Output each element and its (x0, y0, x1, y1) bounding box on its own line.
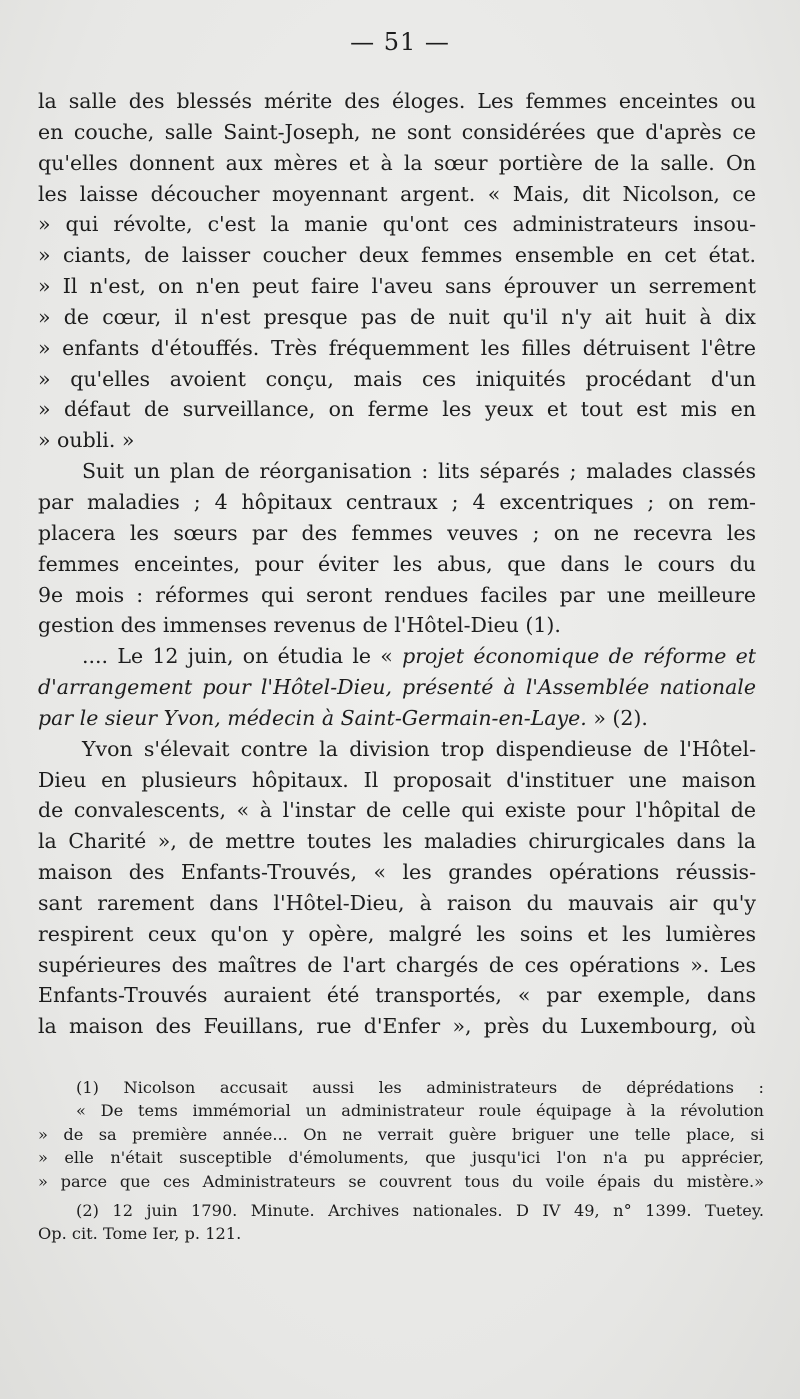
footnotes (38, 1076, 764, 1246)
text-line: Yvon s'élevait contre la division trop dispendieuse de l'Hôtel- (82, 736, 756, 761)
text-line: » qu'elles avoient conçu, mais ces iniquités procédant d'un (38, 366, 756, 391)
italic-title-span: par le sieur Yvon, médecin à Saint-Germain-en-Laye. (38, 705, 587, 730)
text-line: gestion des immenses revenus de l'Hôtel-Dieu (1). (38, 613, 561, 638)
footnote-line: » de sa première année... On ne verrait guère briguer une telle place, si (38, 1124, 764, 1144)
footnote-line: (2) 12 juin 1790. Minute. Archives nationales. D IV 49, n° 1399. Tuetey. (76, 1200, 764, 1220)
text-line: 9e mois : réformes qui seront rendues faciles par une meilleure (38, 582, 756, 607)
text-span: » (2). (593, 705, 648, 730)
text-line: » oubli. » (38, 428, 135, 453)
footnote-line: » elle n'était susceptible d'émoluments, que jusqu'ici l'on n'a pu apprécier, (38, 1148, 764, 1168)
text-line: placera les sœurs par des femmes veuves ; on ne recevra les (38, 520, 756, 545)
text-line-mixed (38, 641, 756, 672)
text-line: Enfants-Trouvés auraient été transportés, « par exemple, dans (38, 983, 756, 1008)
footnote-line: (1) Nicolson accusait aussi les administrateurs de déprédations : (76, 1078, 764, 1097)
text-line: de convalescents, « à l'instar de celle qui existe pour l'hôpital de (38, 798, 756, 823)
text-line: respirent ceux qu'on y opère, malgré les soins et les lumières (38, 921, 756, 946)
body-text (38, 86, 756, 1042)
text-line: en couche, salle Saint-Joseph, ne sont considérées que d'après ce (38, 119, 756, 144)
italic-title-span: projet économique de réforme et (402, 644, 756, 669)
text-line: » de cœur, il n'est presque pas de nuit qu'il n'y ait huit à dix (38, 304, 756, 329)
text-line-mixed (38, 703, 756, 734)
italic-title-span: d'arrangement pour l'Hôtel-Dieu, présenté à l'Assemblée nationale (38, 675, 756, 700)
text-line: » enfants d'étouffés. Très fréquemment les filles détruisent l'être (38, 335, 756, 360)
text-line-italic (38, 672, 756, 703)
text-line: la Charité », de mettre toutes les maladies chirurgicales dans la (38, 829, 756, 854)
footnote-line: « De tems immémorial un administrateur roule équipage à la révolution (76, 1101, 764, 1121)
text-line: supérieures des maîtres de l'art chargés de ces opérations ». Les (38, 952, 756, 977)
text-span: .... Le 12 juin, on étudia le « (82, 644, 393, 669)
text-line: sant rarement dans l'Hôtel-Dieu, à raison du mauvais air qu'y (38, 890, 756, 915)
text-line: la salle des blessés mérite des éloges. Les femmes enceintes ou (38, 89, 756, 113)
footnote-line: Op. cit. Tome Ier, p. 121. (38, 1224, 242, 1244)
text-line: maison des Enfants-Trouvés, « les grandes opérations réussis- (38, 860, 756, 885)
text-line: par maladies ; 4 hôpitaux centraux ; 4 excentriques ; on rem- (38, 489, 756, 514)
text-line: » qui révolte, c'est la manie qu'ont ces administrateurs insou- (38, 212, 756, 237)
page-number: — 51 — (350, 28, 450, 56)
text-line: qu'elles donnent aux mères et à la sœur portière de la salle. On (38, 150, 756, 175)
text-line: » Il n'est, on n'en peut faire l'aveu sans éprouver un serrement (38, 274, 756, 299)
footnote-line: » parce que ces Administrateurs se couvrent tous du voile épais du mistère.» (38, 1171, 764, 1191)
text-line: les laisse découcher moyennant argent. « Mais, dit Nicolson, ce (38, 181, 756, 206)
text-line: » ciants, de laisser coucher deux femmes ensemble en cet état. (38, 243, 756, 268)
text-line: femmes enceintes, pour éviter les abus, que dans le cours du (38, 551, 756, 576)
text-line: Dieu en plusieurs hôpitaux. Il proposait d'instituer une maison (38, 767, 756, 792)
text-line: Suit un plan de réorganisation : lits séparés ; malades classés (82, 459, 756, 484)
text-line: la maison des Feuillans, rue d'Enfer », près du Luxembourg, où (38, 1014, 756, 1039)
text-line: » défaut de surveillance, on ferme les yeux et tout est mis en (38, 397, 756, 422)
